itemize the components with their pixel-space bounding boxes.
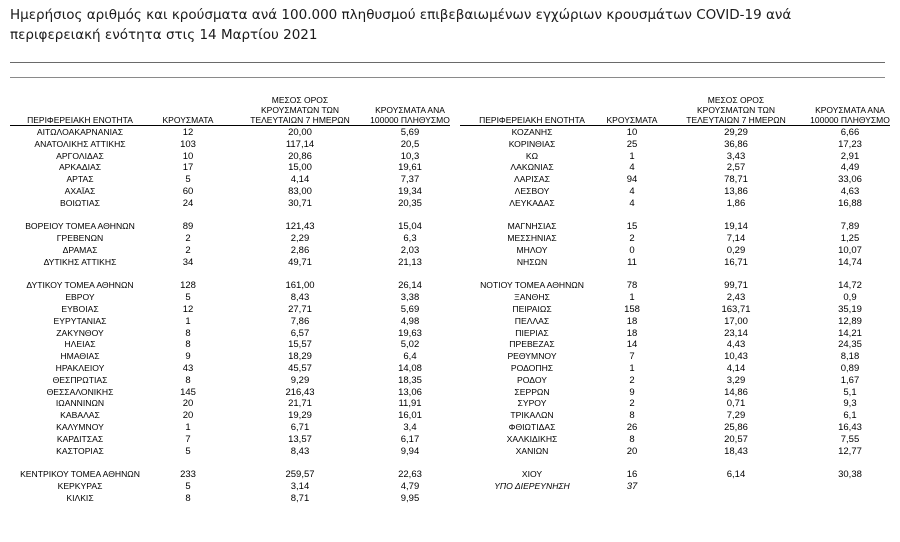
cell-cases: 1 (185, 315, 191, 327)
header-per100k: ΚΡΟΥΣΜΑΤΑ ΑΝΑ 100000 ΠΛΗΘΥΣΜΟ (810, 105, 890, 125)
cell-avg: 216,43 (285, 386, 315, 398)
cell-name: ΚΩ (525, 150, 539, 161)
cell-avg: 29,29 (724, 127, 748, 138)
cell-cases: 20 (182, 398, 194, 410)
cell-name: ΚΑΣΤΟΡΙΑΣ (56, 445, 104, 456)
cell-name: ΓΡΕΒΕΝΩΝ (56, 233, 104, 244)
cell-avg: 3,14 (290, 481, 310, 492)
cell-cases: 4 (629, 162, 635, 174)
cell-cases: 94 (626, 174, 638, 186)
cell-avg: 17,00 (724, 315, 748, 327)
cell-avg: 7,29 (726, 410, 746, 422)
cell-cases: 5 (185, 174, 191, 186)
cell-cases: 2 (629, 398, 635, 410)
cell-per: 17,23 (838, 138, 862, 150)
cell-per: 8,18 (840, 351, 860, 363)
cell-cases: 8 (185, 374, 191, 386)
cell-avg: 3,29 (726, 374, 746, 386)
cell-per: 26,14 (398, 280, 422, 292)
cell-avg: 4,14 (290, 174, 310, 186)
cell-avg: 6,57 (290, 327, 310, 339)
cell-name: ΠΡΕΒΕΖΑΣ (509, 339, 555, 350)
cell-cases: 103 (180, 138, 196, 150)
cell-cases: 5 (185, 445, 191, 457)
cell-cases: 5 (185, 292, 191, 304)
cell-cases: 4 (629, 186, 635, 197)
cell-cases: 9 (629, 386, 635, 398)
cell-cases: 25 (626, 138, 638, 150)
cell-per: 10,3 (400, 150, 420, 162)
cell-cases: 0 (629, 245, 635, 256)
cell-per: 5,1 (843, 386, 857, 398)
cell-per: 6,4 (403, 351, 417, 363)
cell-name: ΚΟΖΑΝΗΣ (511, 127, 553, 137)
cell-per: 2,91 (840, 150, 860, 162)
cell-per: 16,88 (838, 197, 862, 209)
cell-name: ΑΡΓΟΛΙΔΑΣ (56, 150, 104, 161)
cell-avg: 27,71 (288, 304, 312, 315)
cell-cases: 7 (629, 351, 635, 363)
cell-cases: 4 (629, 197, 635, 209)
cell-name: ΑΧΑΪΑΣ (64, 186, 96, 196)
cell-avg: 4,43 (726, 339, 746, 351)
cell-avg: 0,29 (726, 245, 746, 256)
cell-per: 0,9 (843, 292, 857, 304)
header-per100k: ΚΡΟΥΣΜΑΤΑ ΑΝΑ 100000 ΠΛΗΘΥΣΜΟ (370, 105, 450, 125)
cell-per: 4,63 (840, 186, 860, 197)
cell-cases: 8 (185, 339, 191, 351)
cell-per: 4,79 (400, 481, 420, 492)
cell-name: ΚΕΝΤΡΙΚΟΥ ΤΟΜΕΑ ΑΘΗΝΩΝ (20, 469, 140, 480)
cell-avg: 78,71 (724, 174, 748, 186)
cell-cases: 7 (185, 433, 191, 445)
cell-avg: 83,00 (288, 186, 312, 197)
cell-name: ΕΥΒΟΙΑΣ (61, 304, 99, 314)
cell-avg: 36,86 (724, 138, 748, 150)
cell-per: 9,95 (400, 492, 420, 504)
cell-avg: 7,14 (726, 233, 746, 245)
cell-cases: 43 (182, 363, 194, 374)
cell-avg: 18,43 (724, 445, 748, 457)
cell-name: ΜΑΓΝΗΣΙΑΣ (507, 221, 557, 232)
cell-avg: 8,71 (290, 492, 310, 504)
cell-avg: 19,29 (288, 410, 312, 422)
cell-name: ΔΥΤΙΚΟΥ ΤΟΜΕΑ ΑΘΗΝΩΝ (26, 280, 134, 291)
cell-per: 16,01 (398, 410, 422, 422)
header-cases: ΚΡΟΥΣΜΑΤΑ (162, 115, 214, 125)
cell-avg: 161,00 (285, 280, 315, 292)
cell-name: ΛΕΣΒΟΥ (514, 186, 550, 196)
cell-per: 22,63 (398, 469, 422, 481)
cell-name: ΣΥΡΟΥ (517, 398, 547, 409)
cell-name: ΧΑΝΙΩΝ (515, 445, 549, 456)
cell-avg: 13,86 (724, 186, 748, 197)
cell-name: ΒΟΡΕΙΟΥ ΤΟΜΕΑ ΑΘΗΝΩΝ (25, 221, 135, 232)
cell-per: 6,17 (400, 433, 420, 445)
header-region: ΠΕΡΙΦΕΡΕΙΑΚΗ ΕΝΟΤΗΤΑ (479, 115, 585, 125)
cell-cases: 18 (626, 327, 638, 339)
cell-avg: 2,57 (726, 162, 746, 174)
cell-avg: 23,14 (724, 327, 748, 339)
cell-per: 12,77 (838, 445, 862, 457)
cell-avg: 49,71 (288, 256, 312, 268)
cell-name: ΚΕΡΚΥΡΑΣ (57, 481, 103, 491)
cell-name: ΜΗΛΟΥ (516, 245, 548, 255)
cell-cases: 10 (182, 150, 194, 162)
cell-cases: 2 (185, 233, 191, 245)
cell-cases: 1 (629, 363, 635, 374)
cell-cases: 2 (629, 233, 635, 245)
cell-per: 20,35 (398, 197, 422, 209)
cell-per: 10,07 (838, 245, 862, 256)
cell-per: 33,06 (838, 174, 862, 186)
cell-cases: 10 (626, 127, 638, 138)
cell-cases: 12 (182, 127, 194, 138)
cell-avg: 19,14 (724, 221, 748, 233)
cell-name: ΘΕΣΠΡΩΤΙΑΣ (52, 374, 108, 385)
cell-per: 7,89 (840, 221, 860, 233)
cell-cases: 5 (185, 481, 191, 492)
top-rule (10, 62, 885, 63)
cell-per: 4,49 (840, 162, 860, 174)
cell-per: 30,38 (838, 469, 862, 481)
cell-avg: 117,14 (285, 138, 315, 150)
cell-name: ΛΑΡΙΣΑΣ (514, 174, 550, 185)
cell-name: ΧΑΛΚΙΔΙΚΗΣ (506, 433, 558, 444)
cell-name: ΠΙΕΡΙΑΣ (515, 327, 549, 338)
cell-cases: 128 (180, 280, 196, 292)
cell-avg: 99,71 (724, 280, 748, 292)
cell-avg: 13,57 (288, 433, 312, 445)
cell-avg: 121,43 (285, 221, 315, 233)
cell-cases: 1 (629, 150, 635, 162)
cell-avg: 45,57 (288, 363, 312, 374)
cell-name: ΚΟΡΙΝΘΙΑΣ (508, 138, 556, 149)
cell-avg: 10,43 (724, 351, 748, 363)
cell-cases: 14 (626, 339, 638, 351)
cell-name: ΑΡΤΑΣ (66, 174, 94, 185)
cell-avg: 2,43 (726, 292, 746, 304)
cell-avg: 30,71 (288, 197, 312, 209)
cell-per: 13,06 (398, 386, 422, 398)
cell-per: 15,04 (398, 221, 422, 233)
cell-avg: 15,00 (288, 162, 312, 174)
cell-name: ΑΝΑΤΟΛΙΚΗΣ ΑΤΤΙΚΗΣ (34, 138, 126, 149)
cell-per: 19,63 (398, 327, 422, 339)
header-avg7: ΜΕΣΟΣ ΟΡΟΣ ΚΡΟΥΣΜΑΤΩΝ ΤΩΝ ΤΕΛΕΥΤΑΙΩΝ 7 ΗΜΕΡΩΝ (686, 95, 786, 125)
cell-avg: 4,14 (726, 363, 746, 374)
cell-per: 19,61 (398, 162, 422, 174)
header-rule (460, 125, 890, 126)
cell-cases: 2 (629, 374, 635, 386)
cell-avg: 6,71 (290, 422, 310, 433)
cell-avg: 15,57 (288, 339, 312, 351)
cell-cases: 78 (626, 280, 638, 292)
cell-name: ΜΕΣΣΗΝΙΑΣ (507, 233, 557, 244)
cell-name: ΦΘΙΩΤΙΔΑΣ (508, 422, 556, 432)
cell-cases: 8 (185, 327, 191, 339)
cell-name: ΙΩΑΝΝΙΝΩΝ (55, 398, 105, 409)
cell-cases: 9 (185, 351, 191, 363)
cell-avg: 7,86 (290, 315, 310, 327)
cell-per: 3,38 (400, 292, 420, 304)
cell-cases: 145 (180, 386, 196, 398)
cell-name: ΝΗΣΩΝ (516, 256, 548, 267)
cell-name: ΠΕΛΛΑΣ (514, 315, 550, 326)
cell-per: 6,3 (403, 233, 417, 245)
cell-per: 14,21 (838, 327, 862, 339)
cell-name: ΚΙΛΚΙΣ (66, 492, 94, 503)
cell-cases: 233 (180, 469, 196, 481)
cell-cases: 15 (626, 221, 638, 233)
cell-name: ΡΕΘΥΜΝΟΥ (507, 351, 557, 362)
cell-avg: 8,43 (290, 445, 310, 457)
cell-name: ΑΡΚΑΔΙΑΣ (58, 162, 102, 173)
cell-per: 20,5 (400, 138, 420, 150)
cell-avg: 21,71 (288, 398, 312, 410)
header-region: ΠΕΡΙΦΕΡΕΙΑΚΗ ΕΝΟΤΗΤΑ (27, 115, 133, 125)
cell-name: ΚΑΒΑΛΑΣ (60, 410, 100, 421)
cell-cases: 11 (627, 256, 637, 268)
cell-avg: 8,43 (290, 292, 310, 304)
cell-name: ΚΑΡΔΙΤΣΑΣ (56, 433, 104, 444)
cell-per: 3,4 (403, 422, 417, 433)
cell-name: ΔΡΑΜΑΣ (62, 245, 98, 255)
cell-avg: 18,29 (288, 351, 312, 363)
header-cases: ΚΡΟΥΣΜΑΤΑ (606, 115, 658, 125)
cell-per: 9,94 (400, 445, 420, 457)
cell-avg: 2,29 (290, 233, 310, 245)
cell-avg: 6,14 (726, 469, 746, 481)
cell-per: 7,37 (400, 174, 420, 186)
cell-cases: 37 (626, 481, 638, 492)
cell-name: ΣΕΡΡΩΝ (514, 386, 550, 397)
cell-name: ΕΒΡΟΥ (65, 292, 95, 303)
cell-avg: 163,71 (721, 304, 751, 315)
cell-name: ΛΑΚΩΝΙΑΣ (510, 162, 554, 173)
cell-per: 24,35 (838, 339, 862, 351)
cell-per: 0,89 (840, 363, 860, 374)
cell-cases: 2 (185, 245, 191, 256)
cell-cases: 20 (182, 410, 194, 422)
cell-name: ΞΑΝΘΗΣ (514, 292, 550, 303)
cell-avg: 14,86 (724, 386, 748, 398)
cell-avg: 3,43 (726, 150, 746, 162)
cell-per: 6,1 (843, 410, 857, 422)
second-rule (10, 77, 885, 78)
cell-cases: 16 (626, 469, 638, 481)
cell-avg: 1,86 (726, 197, 746, 209)
cell-per: 5,69 (400, 127, 420, 138)
cell-per: 11,91 (398, 398, 422, 410)
cell-name: ΔΥΤΙΚΗΣ ΑΤΤΙΚΗΣ (43, 256, 117, 267)
cell-cases: 34 (182, 256, 194, 268)
page-title: Ημερήσιος αριθμός και κρούσματα ανά 100.000 πληθυσμού επιβεβαιωμένων εγχώριων κρουσμάτων COVID-19 ανά περιφερειακή ενότητα στις 14 Μαρτίου 2021 (10, 7, 792, 43)
cell-per: 35,19 (838, 304, 862, 315)
cell-per: 1,25 (840, 233, 860, 245)
cell-per: 16,43 (838, 422, 862, 433)
cell-avg: 25,86 (724, 422, 748, 433)
cell-name: ΚΑΛΥΜΝΟΥ (56, 422, 104, 432)
cell-name: ΗΛΕΙΑΣ (64, 339, 96, 350)
cell-per: 5,69 (400, 304, 420, 315)
cell-per: 18,35 (398, 374, 422, 386)
cell-avg: 20,86 (288, 150, 312, 162)
cell-per: 14,08 (398, 363, 422, 374)
cell-cases: 17 (182, 162, 194, 174)
cell-per: 6,66 (840, 127, 860, 138)
cell-per: 14,72 (838, 280, 862, 292)
cell-avg: 2,86 (290, 245, 310, 256)
cell-per: 2,03 (400, 245, 420, 256)
cell-cases: 24 (182, 197, 194, 209)
cell-cases: 20 (626, 445, 638, 457)
cell-name: ΥΠΟ ΔΙΕΡΕΥΝΗΣΗ (494, 481, 570, 491)
cell-name: ΑΙΤΩΛΟΑΚΑΡΝΑΝΙΑΣ (36, 127, 124, 137)
cell-cases: 89 (182, 221, 194, 233)
cell-cases: 1 (629, 292, 635, 304)
cell-name: ΛΕΥΚΑΔΑΣ (509, 197, 555, 208)
cell-cases: 1 (185, 422, 191, 433)
cell-avg: 9,29 (290, 374, 310, 386)
cell-name: ΕΥΡΥΤΑΝΙΑΣ (53, 315, 107, 326)
cell-per: 21,13 (398, 256, 422, 268)
cell-cases: 12 (182, 304, 194, 315)
cell-name: ΗΡΑΚΛΕΙΟΥ (55, 363, 105, 373)
cell-name: ΠΕΙΡΑΙΩΣ (512, 304, 552, 314)
cell-per: 7,55 (840, 433, 860, 445)
cell-per: 5,02 (400, 339, 420, 351)
cell-name: ΒΟΙΩΤΙΑΣ (60, 197, 100, 208)
cell-cases: 8 (629, 410, 635, 422)
cell-per: 19,34 (398, 186, 422, 197)
cell-avg: 20,00 (288, 127, 312, 138)
cell-name: ΖΑΚΥΝΘΟΥ (56, 327, 104, 338)
cell-name: ΝΟΤΙΟΥ ΤΟΜΕΑ ΑΘΗΝΩΝ (480, 280, 584, 291)
cell-name: ΘΕΣΣΑΛΟΝΙΚΗΣ (46, 386, 114, 397)
cell-per: 12,89 (838, 315, 862, 327)
cell-cases: 158 (624, 304, 640, 315)
cell-cases: 8 (185, 492, 191, 504)
cell-name: ΡΟΔΟΥ (517, 374, 547, 385)
cell-name: ΧΙΟΥ (521, 469, 543, 480)
cell-avg: 16,71 (724, 256, 748, 268)
cell-per: 1,67 (840, 374, 860, 386)
header-rule (10, 125, 450, 126)
cell-avg: 259,57 (285, 469, 315, 481)
cell-per: 14,74 (838, 256, 862, 268)
cell-per: 4,98 (400, 315, 420, 327)
cell-avg: 0,71 (726, 398, 746, 410)
cell-name: ΡΟΔΟΠΗΣ (510, 363, 554, 373)
cell-cases: 26 (626, 422, 638, 433)
cell-name: ΤΡΙΚΑΛΩΝ (510, 410, 554, 421)
cell-cases: 60 (182, 186, 194, 197)
cell-avg: 20,57 (724, 433, 748, 445)
header-avg7: ΜΕΣΟΣ ΟΡΟΣ ΚΡΟΥΣΜΑΤΩΝ ΤΩΝ ΤΕΛΕΥΤΑΙΩΝ 7 ΗΜΕΡΩΝ (250, 95, 350, 125)
cell-per: 9,3 (843, 398, 857, 410)
cell-cases: 8 (629, 433, 635, 445)
cell-name: ΗΜΑΘΙΑΣ (60, 351, 100, 362)
cell-cases: 18 (626, 315, 638, 327)
